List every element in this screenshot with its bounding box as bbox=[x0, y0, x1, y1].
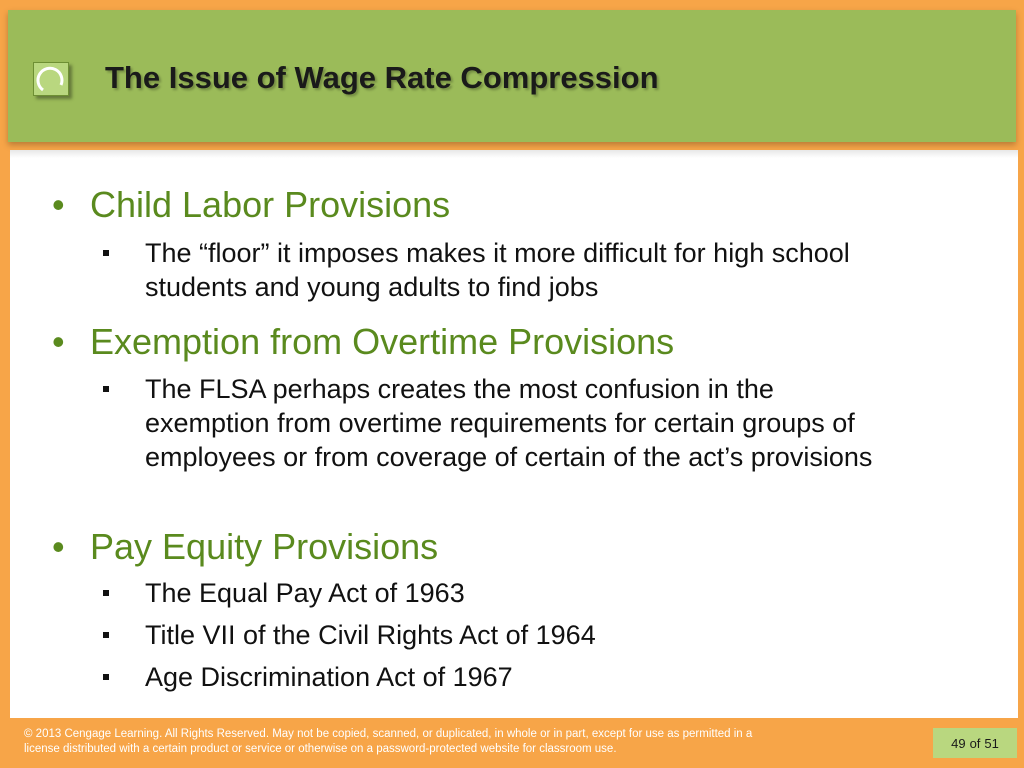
sub-bullet-text: The Equal Pay Act of 1963 bbox=[145, 578, 465, 608]
sub-bullet-item bbox=[103, 576, 893, 610]
square-bullet-icon bbox=[103, 386, 109, 392]
sub-bullet-text: Age Discrimination Act of 1967 bbox=[145, 662, 513, 692]
bullet-heading-pay-equity bbox=[52, 526, 438, 568]
sub-bullet-text: The FLSA perhaps creates the most confusion in the exemption from overtime requirements for certain groups of employees or from coverage of certain of the act’s provisions bbox=[145, 374, 873, 472]
page-current: 49 bbox=[951, 735, 966, 751]
page-total: 51 bbox=[984, 735, 999, 751]
page-of-label: of bbox=[969, 735, 981, 751]
bullet-dot: • bbox=[52, 321, 65, 362]
heading-text: Pay Equity Provisions bbox=[90, 526, 439, 567]
sub-bullet-text: The “floor” it imposes makes it more difficult for high school students and young adults to find jobs bbox=[145, 238, 850, 302]
heading-text: Exemption from Overtime Provisions bbox=[90, 321, 675, 362]
copyright-notice: © 2013 Cengage Learning. All Rights Reserved. May not be copied, scanned, or duplicated, in whole or in part, except for use as permitted in a license distributed with a certain product or service or otherwise on a password-protected website for classroom use. bbox=[24, 728, 753, 755]
sub-bullet-item bbox=[103, 618, 893, 652]
sub-bullet-item bbox=[103, 236, 893, 304]
sub-bullet-item bbox=[103, 372, 893, 474]
square-bullet-icon bbox=[103, 632, 109, 638]
heading-text: Child Labor Provisions bbox=[90, 184, 451, 225]
bullet-heading-child-labor bbox=[52, 184, 450, 226]
square-bullet-icon bbox=[103, 250, 109, 256]
bullet-dot: • bbox=[52, 526, 65, 567]
page-number-box bbox=[933, 728, 1017, 758]
sub-bullet-text: Title VII of the Civil Rights Act of 1964 bbox=[145, 620, 596, 650]
square-bullet-icon bbox=[103, 590, 109, 596]
bullet-dot: • bbox=[52, 184, 65, 225]
sub-bullet-item bbox=[103, 660, 893, 694]
square-bullet-icon bbox=[103, 674, 109, 680]
slide-title: The Issue of Wage Rate Compression bbox=[105, 60, 659, 95]
bullet-heading-overtime bbox=[52, 321, 674, 363]
slide-logo-icon bbox=[33, 62, 69, 96]
